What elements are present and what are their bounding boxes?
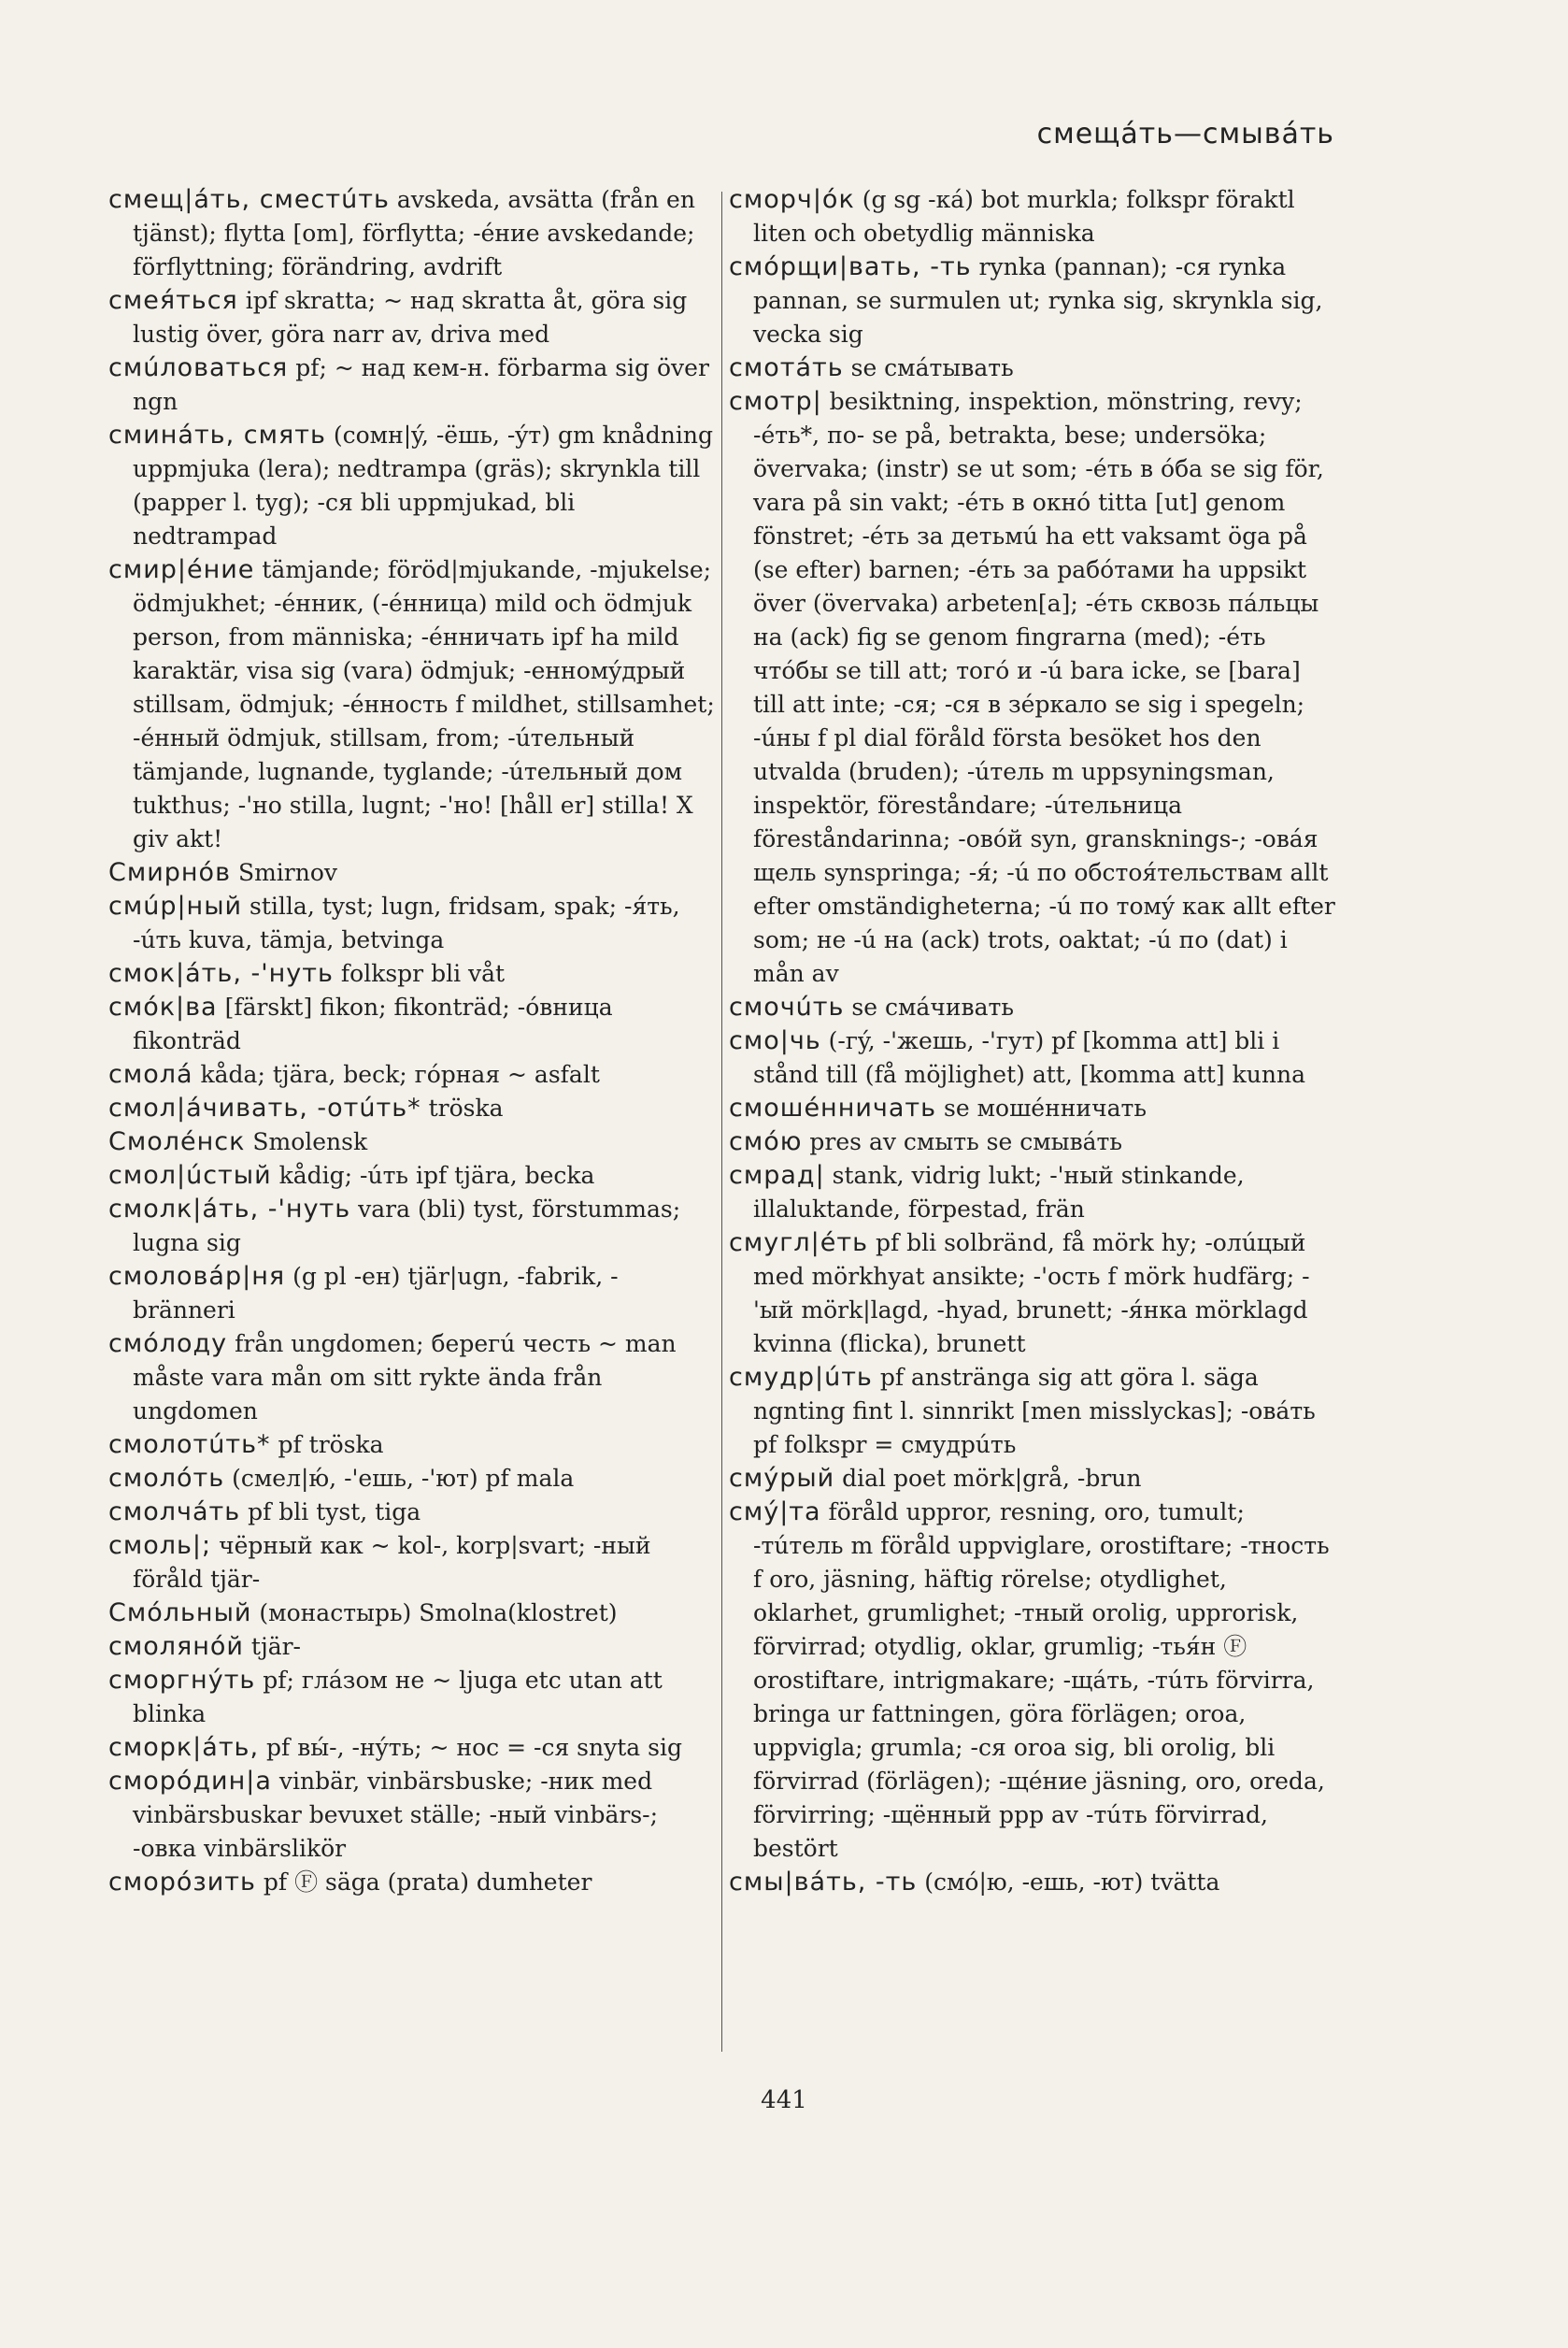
entry-definition: vinbär, vinbärsbuske; -ник med vinbärsbuskar bevuxet ställe; -ный vinbärs-; -овка vinbärslikör: [133, 1768, 659, 1862]
dictionary-entry: [108, 1428, 716, 1462]
entry-headword: сморк|áть,: [108, 1733, 260, 1762]
entry-definition: pf bli tyst, tiga: [248, 1498, 421, 1525]
dictionary-entry: [729, 183, 1336, 251]
dictionary-entry: [108, 1731, 716, 1765]
entry-definition: pf bli solbränd, få mörk hy; -олúцый med mörkhyat ansikte; -'ость f mörk hudfärg; -'ый mörk|lagd, -hyad, brunett; -я́нка mörklagd kvinna (flicka), brunett: [753, 1229, 1310, 1357]
entry-definition: rynka (pannan); -ся rynka pannan, se surmulen ut; rynka sig, skrynkla sig, vecka sig: [753, 253, 1323, 348]
entry-headword: Смóльный: [108, 1598, 252, 1627]
entry-headword: смолóть: [108, 1464, 225, 1493]
entry-headword: смотр|: [729, 387, 822, 416]
dictionary-entry: [729, 1361, 1336, 1462]
entry-headword: смол|úстый: [108, 1161, 272, 1190]
entry-definition: pf вы́-, -нýть; ~ нос = -ся snyta sig: [266, 1734, 682, 1761]
dictionary-entry: [108, 1193, 716, 1260]
entry-headword: Смирнóв: [108, 858, 231, 887]
dictionary-entry: [729, 351, 1336, 385]
entry-definition: från ungdomen; берегú честь ~ man måste vara mån om sitt rykte ända från ungdomen: [133, 1330, 677, 1425]
entry-definition: (g sg -кá) bot murkla; folkspr föraktl liten och obetydlig människa: [753, 186, 1295, 247]
dictionary-entry: [108, 351, 716, 419]
dictionary-entry: [729, 1092, 1336, 1125]
entry-headword: сморч|óк: [729, 185, 855, 214]
entry-definition: folkspr bli våt: [340, 960, 506, 987]
dictionary-entry: [108, 1596, 716, 1630]
entry-definition: se смáчивать: [851, 994, 1014, 1021]
entry-definition: kåda; tjära, beck; гóрная ~ asfalt: [200, 1061, 600, 1088]
dictionary-entry: [108, 1496, 716, 1529]
entry-headword: смудр|úть: [729, 1363, 873, 1392]
entry-headword: смошéнничать: [729, 1094, 937, 1123]
dictionary-entry: [108, 1125, 716, 1159]
entry-definition: besiktning, inspektion, mönstring, revy; -éть*, по- se på, betrakta, bese; undersöka; övervaka; (instr) se ut som; -éть в óба se sig för, vara på sin vakt; -éть в окнó titta [ut] genom fönstret; -éть за детьмú ha ett vaksamt öga på (se efter) barnen; -éть за рабóтами ha uppsikt över (övervaka) arbeten[a]; -éть сквозь пáльцы на (ack) fig se genom fingrarna (med); -éть чтóбы se till att; тогó и -ú bara icke, se [bara] till att inte; -ся; -ся в зéркало se sig i spegeln; -úны f pl dial föråld första besöket hos den utvalda (bruden); -úтель m uppsyningsman, inspektör, föreståndare; -úтельница föreståndarinna; -овóй syn, gransknings-; -овáя щель synspringa; -я́; -ú по обстоя́тельствам allt efter omständigheterna; -ú по томý как allt efter som; не -ú на (ack) trots, oaktat; -ú по (dat) i mån av: [753, 388, 1335, 987]
page-number: 441: [761, 2086, 807, 2114]
entry-headword: Смолéнск: [108, 1127, 246, 1156]
dictionary-entry: [108, 1765, 716, 1866]
dictionary-entry: [729, 1024, 1336, 1092]
entry-headword: смúр|ный: [108, 892, 243, 921]
entry-headword: смо|чь: [729, 1026, 821, 1055]
left-column: [108, 183, 716, 1899]
entry-definition: kådig; -úть ipf tjära, becka: [278, 1162, 595, 1189]
dictionary-entry: [108, 890, 716, 957]
entry-headword: смóрщи|вать, -ть: [729, 252, 972, 281]
entry-definition: pf anstränga sig att göra l. säga ngnting fint l. sinnrikt [men misslyckas]; -овáть pf folkspr = смудрúть: [753, 1364, 1316, 1458]
entry-definition: (g pl -ен) tjär|ugn, -fabrik, -bränneri: [133, 1263, 619, 1324]
entry-headword: сморгнýть: [108, 1666, 256, 1695]
entry-definition: pf tröska: [278, 1431, 384, 1458]
entry-headword: смотáть: [729, 353, 844, 382]
dictionary-entry: [108, 1866, 716, 1899]
entry-headword: смы|вáть, -ть: [729, 1868, 918, 1897]
entry-headword: смоль|;: [108, 1531, 212, 1560]
dictionary-entry: [108, 1630, 716, 1664]
entry-headword: сминáть, смять: [108, 421, 326, 450]
entry-headword: смолá: [108, 1060, 193, 1089]
entry-headword: смол|áчивать, -отúть*: [108, 1094, 421, 1123]
entry-headword: смóк|ва: [108, 993, 218, 1022]
entry-headword: смещ|áть, сместúть: [108, 185, 390, 214]
dictionary-entry: [108, 183, 716, 284]
entry-definition: föråld uppror, resning, oro, tumult; -тúтель m föråld uppviglare, orostiftare; -тность f oro, jäsning, häftig rörelse; otydlighet, oklarhet, grumlighet; -тный orolig, upprorisk, förvirrad; otydlig, oklar, grumlig; -тья́н Ⓕ orostiftare, intrigmakare; -щáть, -тúть förvirra, bringa ur fattningen, göra förlägen; oroa, uppvigla; grumla; -ся oroa sig, bli orolig, bli förvirrad (förlägen); -щéние jäsning, oro, oreda, förvirring; -щённый ppp av -тúть förvirrad, bestört: [753, 1498, 1330, 1862]
entry-definition: pf; глáзом не ~ ljuga etc utan att blinka: [133, 1667, 663, 1727]
entry-definition: pf; ~ над кем-н. förbarma sig över ngn: [133, 354, 709, 415]
entry-definition: pres av смыть se смывáть: [809, 1128, 1122, 1155]
dictionary-entry: [108, 284, 716, 351]
entry-headword: смолк|áть, -'нуть: [108, 1195, 351, 1224]
entry-headword: смолянóй: [108, 1632, 244, 1661]
entry-definition: stilla, tyst; lugn, fridsam, spak; -я́ть, -úть kuva, tämja, betvinga: [133, 893, 680, 953]
entry-headword: смúловаться: [108, 353, 289, 382]
entry-definition: Smirnov: [237, 859, 338, 886]
dictionary-entry: [108, 1058, 716, 1092]
entry-headword: смý|та: [729, 1497, 821, 1526]
dictionary-entry: [729, 1125, 1336, 1159]
entry-definition: se мошéнничать: [944, 1095, 1147, 1122]
entry-headword: смугл|éть: [729, 1228, 868, 1257]
entry-definition: vara (bli) tyst, förstummas; lugna sig: [133, 1195, 681, 1256]
entry-headword: смрад|: [729, 1161, 825, 1190]
column-divider: [721, 192, 722, 2052]
dictionary-entry: [729, 991, 1336, 1024]
dictionary-entry: [729, 1159, 1336, 1226]
entry-headword: сморóдин|а: [108, 1767, 272, 1796]
dictionary-entry: [108, 1529, 716, 1596]
entry-definition: [färskt] fikon; fikonträd; -óвница fikonträd: [133, 994, 613, 1054]
entry-headword: смóлоду: [108, 1329, 228, 1358]
entry-definition: (-гý, -'жешь, -'гут) pf [komma att] bli i stånd till (få möjlighet) att, [komma att] kunna: [753, 1027, 1305, 1088]
entry-definition: (смел|ю́, -'ешь, -'ют) pf mala: [232, 1465, 575, 1492]
right-column: [729, 183, 1336, 1899]
dictionary-entry: [729, 1866, 1336, 1899]
entry-headword: смир|éние: [108, 555, 255, 584]
dictionary-entry: [108, 1462, 716, 1496]
entry-headword: смýрый: [729, 1464, 835, 1493]
entry-headword: смея́ться: [108, 286, 238, 315]
entry-headword: сморóзить: [108, 1868, 256, 1897]
dictionary-entry: [108, 1092, 716, 1125]
entry-definition: tröska: [428, 1095, 504, 1122]
entry-definition: (монастырь) Smolna(klostret): [259, 1599, 618, 1626]
dictionary-entry: [108, 856, 716, 890]
dictionary-entry: [108, 1159, 716, 1193]
entry-definition: tämjande; föröd|mjukande, -mjukelse; ödmjukhet; -éнник, (-éнница) mild och ödmjuk person, from människa; -éнничать ipf ha mild karaktär, visa sig (vara) ödmjuk; -енномýдрый stillsam, ödmjuk; -éнность f mildhet, stillsamhet; -éнный ödmjuk, stillsam, from; -úтельный tämjande, lugnande, tyglande; -úтельный дом tukthus; -'но stilla, lugnt; -'но! [håll er] stilla! X giv akt!: [133, 556, 715, 852]
dictionary-entry: [108, 991, 716, 1058]
dictionary-entry: [108, 957, 716, 991]
dictionary-entry: [729, 1496, 1336, 1866]
dictionary-entry: [108, 419, 716, 553]
dictionary-entry: [108, 553, 716, 856]
entry-definition: (смó|ю, -ешь, -ют) tvätta: [924, 1868, 1220, 1896]
dictionary-entry: [729, 385, 1336, 991]
entry-definition: stank, vidrig lukt; -'ный stinkande, illaluktande, förpestad, frän: [753, 1162, 1245, 1223]
dictionary-entry: [729, 1462, 1336, 1496]
dictionary-entry: [729, 251, 1336, 351]
entry-definition: avskeda, avsätta (från en tjänst); flytta [om], förflytta; -éние avskedande; förflyttning; förändring, avdrift: [133, 186, 695, 280]
entry-headword: смок|áть, -'нуть: [108, 959, 334, 988]
entry-definition: se смáтывать: [850, 354, 1014, 381]
entry-definition: ipf skratta; ~ над skratta åt, göra sig lustig över, göra narr av, driva med: [133, 287, 688, 348]
entry-headword: смóю: [729, 1127, 803, 1156]
entry-headword: смолчáть: [108, 1497, 241, 1526]
dictionary-entry: [108, 1664, 716, 1731]
entry-definition: Smolensk: [252, 1128, 368, 1155]
entry-headword: смолотúть*: [108, 1430, 271, 1459]
dictionary-entry: [729, 1226, 1336, 1361]
entry-definition: (сомн|ý, -ёшь, -ýт) gm knådning uppmjuka (lera); nedtrampa (gräs); skrynkla till (papper l. tyg); -ся bli uppmjukad, bli nedtrampad: [133, 422, 713, 550]
entry-headword: смоловáр|ня: [108, 1262, 286, 1291]
dictionary-entry: [108, 1327, 716, 1428]
entry-definition: pf Ⓕ säga (prata) dumheter: [263, 1868, 592, 1896]
entry-definition: dial poet mörk|grå, -brun: [842, 1465, 1142, 1492]
dictionary-entry: [108, 1260, 716, 1327]
entry-definition: tjär-: [250, 1633, 302, 1660]
entry-headword: смочúть: [729, 993, 845, 1022]
running-head: смещáть—смывáть: [1036, 118, 1334, 150]
entry-definition: чёрный как ~ kol-, korp|svart; -ный föråld tjär-: [133, 1532, 651, 1593]
